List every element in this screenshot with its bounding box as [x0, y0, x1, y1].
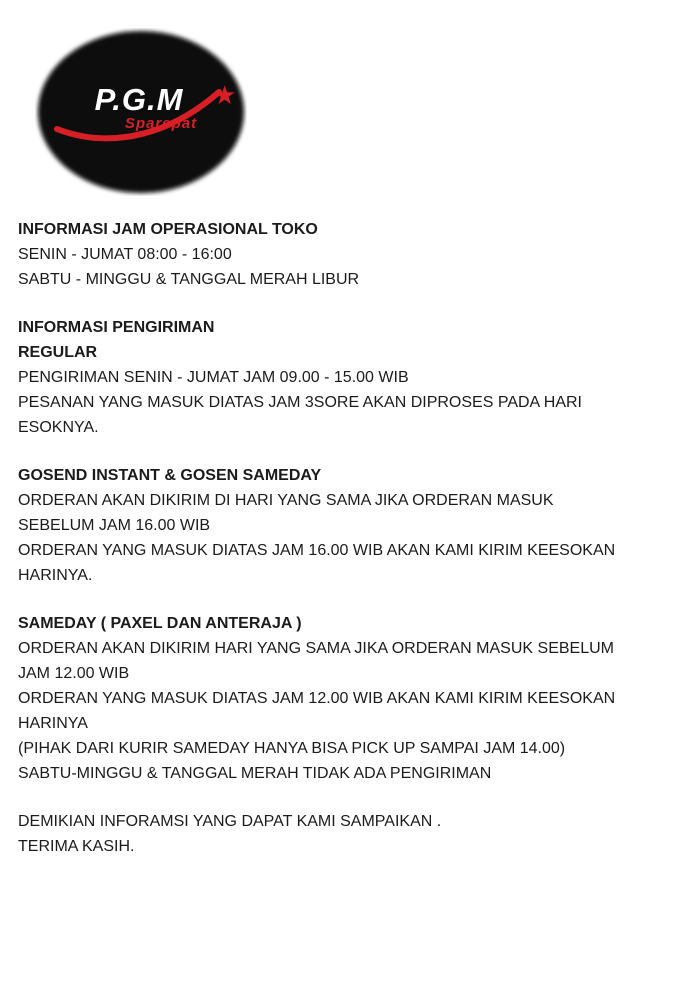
section-jam-operasional: [18, 217, 686, 292]
text-line: ORDERAN YANG MASUK DIATAS JAM 16.00 WIB AKAN KAMI KIRIM KEESOKAN: [18, 542, 616, 559]
section-gosend: [18, 463, 686, 588]
text-line: JAM 12.00 WIB: [18, 665, 130, 682]
section-subheading: REGULAR: [18, 344, 98, 361]
logo-tagline-text: Sparepat: [124, 115, 198, 132]
pgm-sparepat-logo: [35, 28, 247, 196]
text-line: SENIN - JUMAT 08:00 - 16:00: [18, 246, 232, 263]
text-line: SEBELUM JAM 16.00 WIB: [18, 517, 211, 534]
text-line: ORDERAN AKAN DIKIRIM DI HARI YANG SAMA JIKA ORDERAN MASUK: [18, 492, 554, 509]
section-heading: INFORMASI JAM OPERASIONAL TOKO: [18, 221, 318, 238]
logo-star-icon: ★: [213, 80, 237, 110]
section-sameday: [18, 611, 686, 786]
text-line: ESOKNYA.: [18, 419, 99, 436]
text-line: HARINYA.: [18, 567, 93, 584]
text-line: PESANAN YANG MASUK DIATAS JAM 3SORE AKAN DIPROSES PADA HARI: [18, 394, 582, 411]
logo-brand-text: P.G.M: [94, 82, 184, 117]
section-heading: INFORMASI PENGIRIMAN: [18, 319, 215, 336]
section-heading: SAMEDAY ( PAXEL DAN ANTERAJA ): [18, 615, 302, 632]
text-line: DEMIKIAN INFORAMSI YANG DAPAT KAMI SAMPAIKAN .: [18, 813, 442, 830]
text-line: ORDERAN AKAN DIKIRIM HARI YANG SAMA JIKA ORDERAN MASUK SEBELUM: [18, 640, 614, 657]
text-line: SABTU - MINGGU & TANGGAL MERAH LIBUR: [18, 271, 360, 288]
section-heading: GOSEND INSTANT & GOSEN SAMEDAY: [18, 467, 322, 484]
text-line: ORDERAN YANG MASUK DIATAS JAM 12.00 WIB AKAN KAMI KIRIM KEESOKAN: [18, 690, 616, 707]
text-line: SABTU-MINGGU & TANGGAL MERAH TIDAK ADA PENGIRIMAN: [18, 765, 492, 782]
section-closing: [18, 809, 686, 859]
text-line: TERIMA KASIH.: [18, 838, 135, 855]
text-line: (PIHAK DARI KURIR SAMEDAY HANYA BISA PICK UP SAMPAI JAM 14.00): [18, 740, 566, 757]
text-line: HARINYA: [18, 715, 88, 732]
document-body: [18, 217, 686, 859]
logo-graphic: [35, 28, 247, 196]
text-line: PENGIRIMAN SENIN - JUMAT JAM 09.00 - 15.00 WIB: [18, 369, 409, 386]
section-pengiriman-regular: [18, 315, 686, 440]
